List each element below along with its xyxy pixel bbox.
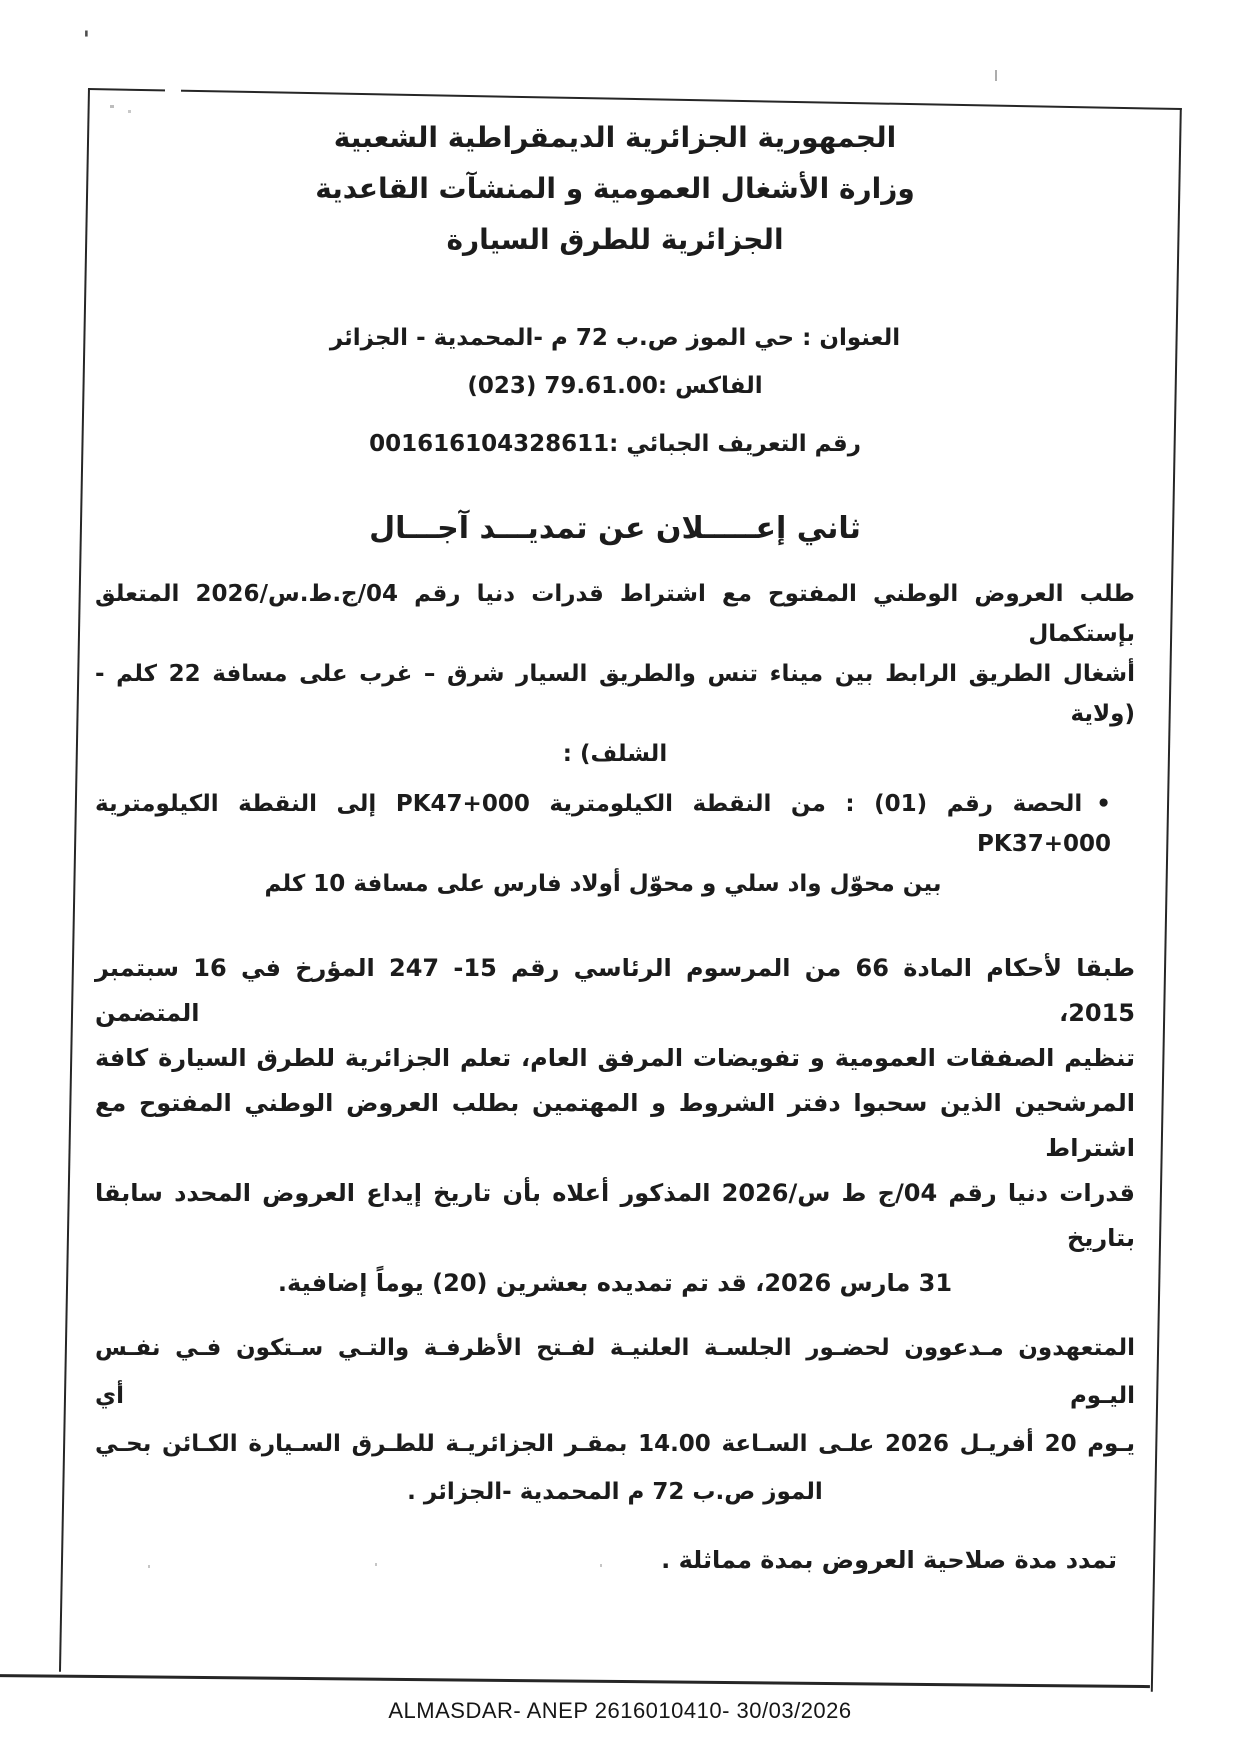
document-content	[95, 0, 1135, 1580]
validity-extension-note: تمدد مدة صلاحية العروض بمدة مماثلة .	[661, 1546, 1117, 1574]
session-line: الموز ص.ب 72 م المحمدية -الجزائر .	[407, 1479, 823, 1505]
decree-line: 31 مارس 2026، قد تم تمديده بعشرين (20) يوماً إضافية.	[277, 1269, 953, 1297]
address-line: العنوان : حي الموز ص.ب 72 م -المحمدية - الجزائر	[329, 325, 901, 351]
intro-line: أشغال الطريق الرابط بين ميناء تنس والطريق السيار شرق – غرب على مسافة 22 كلم - (ولاية	[95, 661, 1135, 727]
lot-text: الحصة رقم (01) : من النقطة الكيلومترية PK47+000 إلى النقطة الكيلومترية PK37+000	[95, 791, 1111, 857]
scanned-document-page: ' الجمهورية الجزائرية الديمقراطية الشعبية وزارة الأشغال العمومية و المنشآت القاعدية الجزائرية للطرق السيارة العنوان : حي الموز ص.ب 72 م -المحمدية - الجزائر الفاكس :79.61.00 (023) رقم التعريف الجبائي :001616104328611 ثاني إعـــــلان عن تمديـــد آجـــال طلب العروض الوطني المفتوح مع اشتراط قدرات دنيا رقم 04/ج.ط.س/2026 المتعلق بإستكمال أشغال الطريق الرابط بين ميناء تنس والطريق السيار شرق – غرب على مسافة 22 كلم - (ولاية الشلف) : •الحصة رقم (01) : من النقطة الكيلومترية PK47+000 إلى النقطة الكيلومترية PK37+000 بين محوّل واد سلي و محوّل أولاد فارس على مسافة 10 كلم طبقا لأحكام المادة 66 من المرسوم الرئاسي رقم 15- 247 المؤرخ في 16 سبتمبر 2015، المتضمن تنظيم الصفقات العمومية و تفويضات المرفق العام، تعلم الجزائرية للطرق السيارة كافة المرشحين الذين سحبوا دفتر الشروط و المهتمين بطلب العروض الوطني المفتوح مع اشتراط قدرات دنيا رقم 04/ج ط س/2026 المذكور أعلاه بأن تاريخ إيداع العروض المحدد سابقا بتاريخ 31 مارس 2026، قد تم تمديده بعشرين (20) يوماً إضافية. المتعهدون مـدعوون لحضـور الجلسـة العلنيـة لفـتح الأظرفـة والتـي سـتكون فـي نفـس اليـوم أي يـوم 20 أفريـل 2026 علـى السـاعة 14.00 بمقـر الجزائريـة للطـرق السـيارة الكـائن بحـي الموز ص.ب 72 م المحمدية -الجزائر . تمدد مدة صلاحية العروض بمدة مماثلة . ALMASDAR- ANEP 2616010410- 30/03/2026	[0, 0, 1240, 1754]
decree-line: تنظيم الصفقات العمومية و تفويضات المرفق العام، تعلم الجزائرية للطرق السيارة كافة	[95, 1044, 1135, 1072]
decree-paragraph	[95, 946, 1135, 1306]
lot-line: بين محوّل واد سلي و محوّل أولاد فارس على مسافة 10 كلم	[264, 871, 942, 897]
intro-line: طلب العروض الوطني المفتوح مع اشتراط قدرات دنيا رقم 04/ج.ط.س/2026 المتعلق بإستكمال	[95, 581, 1135, 647]
decree-line: طبقا لأحكام المادة 66 من المرسوم الرئاسي رقم 15- 247 المؤرخ في 16 سبتمبر 2015، المتضمن	[95, 954, 1135, 1027]
lot-list-item	[95, 784, 1135, 904]
intro-line: الشلف) :	[562, 741, 668, 767]
tax-id-line: رقم التعريف الجبائي :001616104328611	[369, 431, 861, 457]
anep-footer: ALMASDAR- ANEP 2616010410- 30/03/2026	[388, 1698, 852, 1723]
session-paragraph	[95, 1324, 1135, 1516]
page-title: ثاني إعـــــلان عن تمديـــد آجـــال	[369, 511, 861, 546]
decree-line: المرشحين الذين سحبوا دفتر الشروط و المهتمين بطلب العروض الوطني المفتوح مع اشتراط	[95, 1089, 1135, 1162]
letterhead	[95, 112, 1135, 265]
bullet-icon: •	[1096, 791, 1111, 817]
lot-line	[95, 784, 1111, 864]
decree-line: قدرات دنيا رقم 04/ج ط س/2026 المذكور أعلاه بأن تاريخ إيداع العروض المحدد سابقا بتاريخ	[95, 1179, 1135, 1252]
session-line: يـوم 20 أفريـل 2026 علـى السـاعة 14.00 بمقـر الجزائريـة للطـرق السـيارة الكـائن بحـي	[95, 1431, 1135, 1457]
contact-block	[95, 314, 1135, 468]
session-line: المتعهدون مـدعوون لحضـور الجلسـة العلنيـة لفـتح الأظرفـة والتـي سـتكون فـي نفـس اليـوم أي	[95, 1335, 1135, 1409]
fax-line: الفاكس :79.61.00 (023)	[467, 373, 763, 399]
republic-name: الجمهورية الجزائرية الديمقراطية الشعبية	[333, 121, 897, 154]
intro-paragraph	[95, 574, 1135, 774]
agency-name: الجزائرية للطرق السيارة	[446, 223, 784, 256]
ministry-name: وزارة الأشغال العمومية و المنشآت القاعدية	[315, 172, 915, 205]
